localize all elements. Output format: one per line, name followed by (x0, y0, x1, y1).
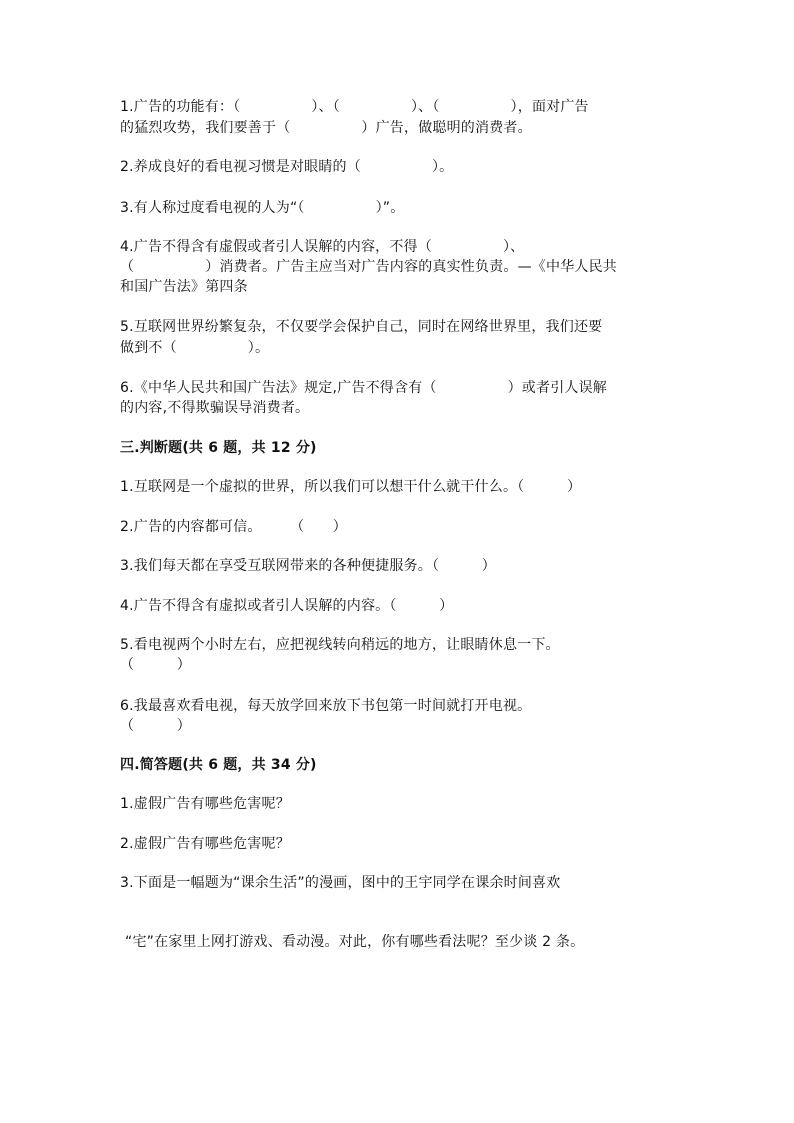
section-3-title: 三.判断题(共 6 题，共 12 分) (120, 440, 317, 456)
judge-q4: 4.广告不得含有虚拟或者引人误解的内容。（ ） (120, 598, 454, 614)
short-answer-q2: 2.虚假广告有哪些危害呢？ (120, 836, 290, 852)
fill-in-q4-line2: （ ）消费者。广告主应当对广告内容的真实性负责。—《中华人民共 (120, 259, 617, 275)
fill-in-q3-line1: 3.有人称过度看电视的人为“（ ）”。 (120, 200, 405, 216)
short-answer-q3-continuation: “宅”在家里上网打游戏、看动漫。对此，你有哪些看法呢？至少谈 2 条。 (125, 934, 585, 950)
fill-in-q6-line1: 6.《中华人民共和国广告法》规定,广告不得含有（ ）或者引人误解 (120, 380, 608, 396)
fill-in-q1-line1: 1.广告的功能有：（ ）、（ ）、（ ），面对广告 (120, 99, 589, 115)
fill-in-q5-line2: 做到不（ ）。 (120, 340, 270, 356)
section-4-title: 四.简答题(共 6 题，共 34 分) (120, 757, 317, 773)
fill-in-q2-line1: 2.养成良好的看电视习惯是对眼睛的（ ）。 (120, 159, 454, 175)
judge-q5-line2: （ ） (120, 657, 191, 673)
judge-q2: 2.广告的内容都可信。 （ ） (120, 519, 347, 535)
judge-q3: 3.我们每天都在享受互联网带来的各种便捷服务。（ ） (120, 558, 496, 574)
fill-in-q6-line2: 的内容,不得欺骗误导消费者。 (120, 400, 310, 416)
judge-q1: 1.互联网是一个虚拟的世界，所以我们可以想干什么就干什么。（ ） (120, 479, 582, 495)
short-answer-q1: 1.虚假广告有哪些危害呢？ (120, 796, 290, 812)
fill-in-q4-line1: 4.广告不得含有虚假或者引人误解的内容，不得（ ）、 (120, 239, 525, 255)
fill-in-q1-line2: 的猛烈攻势，我们要善于（ ）广告，做聪明的消费者。 (120, 120, 532, 136)
fill-in-q5-line1: 5.互联网世界纷繁复杂，不仅要学会保护自己，同时在网络世界里，我们还要 (120, 319, 603, 335)
judge-q6-line2: （ ） (120, 718, 191, 734)
short-answer-q3: 3.下面是一幅题为“课余生活”的漫画，图中的王宇同学在课余时间喜欢 (120, 875, 561, 891)
fill-in-q4-line3: 和国广告法》第四条 (120, 279, 248, 295)
judge-q5-line1: 5.看电视两个小时左右，应把视线转向稍远的地方，让眼睛休息一下。 (120, 637, 560, 653)
judge-q6-line1: 6.我最喜欢看电视，每天放学回来放下书包第一时间就打开电视。 (120, 698, 532, 714)
